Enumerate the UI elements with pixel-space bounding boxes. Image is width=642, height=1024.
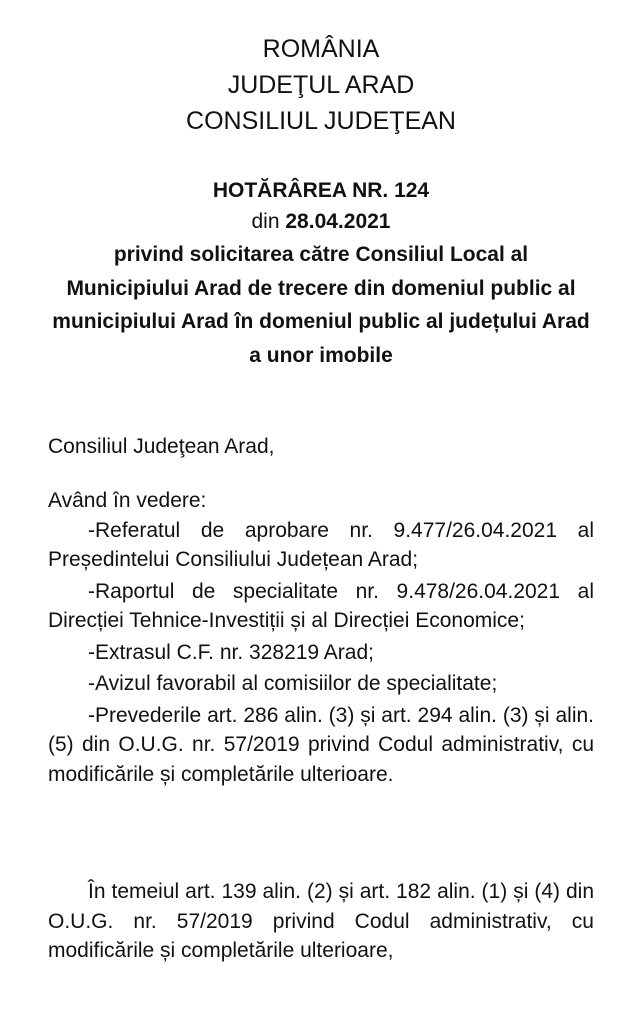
header-country: ROMÂNIA: [262, 35, 380, 63]
decision-title: HOTĂRÂREA NR. 124: [212, 179, 430, 202]
decision-date-line: [0, 205, 642, 238]
header-council: CONSILIUL JUDEŢEAN: [186, 107, 456, 135]
decision-date: 28.04.2021: [285, 210, 391, 233]
considering-block: [48, 486, 594, 791]
considering-item: -Extrasul C.F. nr. 328219 Arad;: [88, 640, 374, 664]
issuer-line: Consiliul Judeţean Arad,: [48, 435, 275, 458]
considering-intro: Având în vedere:: [48, 489, 207, 512]
considering-item: -Referatul de aprobare nr. 9.477/26.04.2021 al Președintelui Consiliului Județean Arad;: [48, 518, 594, 571]
decision-date-prefix: din: [251, 210, 280, 233]
considering-item: -Raportul de specialitate nr. 9.478/26.04.2021 al Direcției Tehnice-Investiții și al Direcției Economice;: [48, 579, 594, 632]
considering-item: -Prevederile art. 286 alin. (3) și art. 294 alin. (3) și alin. (5) din O.U.G. nr. 57/2019 privind Codul administrativ, cu modificările și completările ulterioare.: [48, 703, 594, 786]
considering-item: -Avizul favorabil al comisiilor de specialitate;: [88, 672, 498, 695]
legal-basis: În temeiul art. 139 alin. (2) și art. 182 alin. (1) și (4) din O.U.G. nr. 57/2019 privind Codul administrativ, cu modificările și completările ulterioare,: [48, 880, 594, 962]
decision-subject: privind solicitarea către Consiliul Local al Municipiului Arad de trecere din domeniul public al municipiului Arad în domeniul public al județului Arad a unor imobile: [52, 243, 590, 367]
header-county: JUDEŢUL ARAD: [227, 71, 415, 99]
